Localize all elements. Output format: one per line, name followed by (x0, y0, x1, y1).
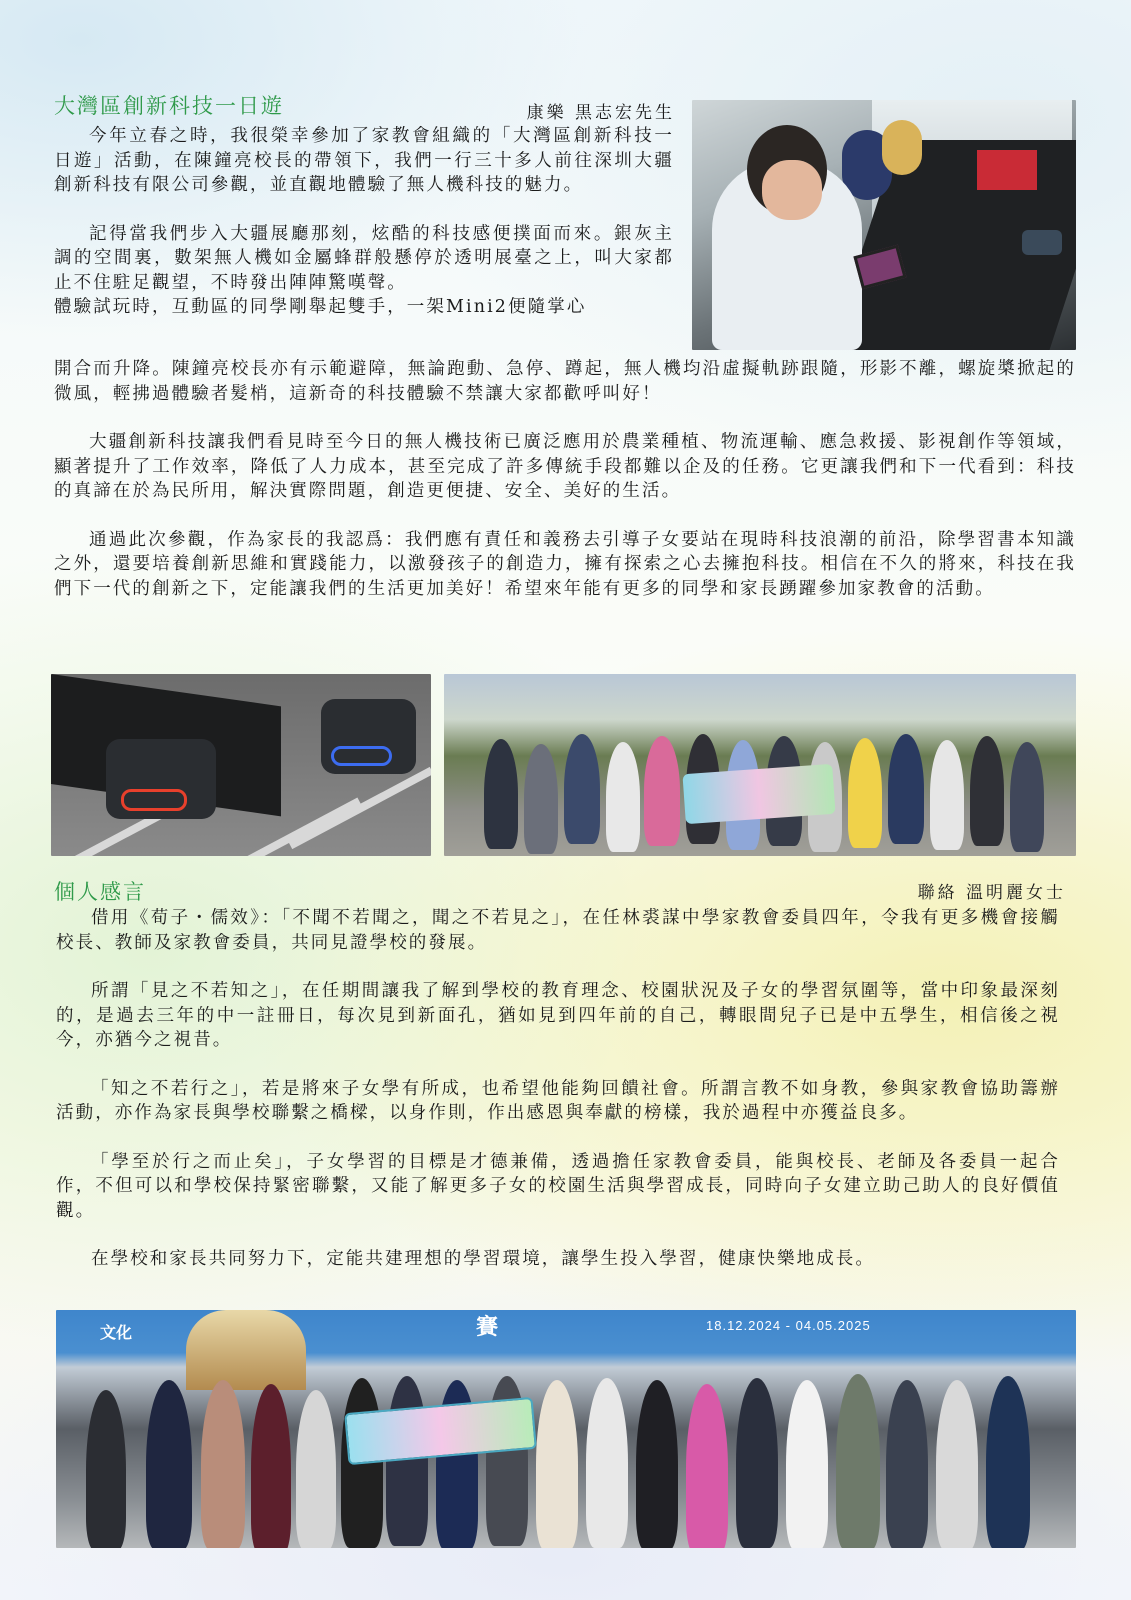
article1-body-top (54, 124, 674, 320)
article1-paragraph: 通過此次參觀，作為家長的我認爲：我們應有責任和義務去引導子女要站在現時科技浪潮的前沿，除學習書本知識之外，還要培養創新思維和實踐能力，以激發孩子的創造力，擁有探索之心去擁抱科技。相信在不久的將來，科技在我們下一代的創新之下，定能讓我們的生活更加美好！希望來年能有更多的同學和家長踴躍參加家教會的活動。 (54, 529, 1076, 599)
article2-paragraph: 「知之不若行之」，若是將來子女學有所成，也希望他能夠回饋社會。所謂言教不如身教，參與家教會協助籌辦活動，亦作為家長與學校聯繫之橋樑，以身作則，作出感恩與奉獻的榜樣，我於過程中亦獲益良多。 (56, 1078, 1060, 1123)
article2-author: 聯絡 溫明麗女士 (917, 883, 1066, 903)
banner-school (682, 764, 835, 824)
article1-title: 大灣區創新科技一日遊 (54, 94, 284, 118)
article2-body (56, 906, 1060, 1272)
photo-sign-left: 文化 (100, 1323, 133, 1342)
article1-paragraph-line: 體驗試玩時，互動區的同學剛舉起雙手，一架Mini2便隨掌心 (54, 297, 587, 317)
article1-author: 康樂 黒志宏先生 (526, 103, 675, 123)
article1-paragraph: 開合而升降。陳鐘亮校長亦有示範避障，無論跑動、急停、蹲起，無人機均沿虛擬軌跡跟隨，形影不離，螺旋槳掀起的微風，輕拂過體驗者髮梢，這新奇的科技體驗不禁讓大家都歡呼叫好！ (54, 359, 1076, 404)
photo-sign: 賽 (476, 1314, 499, 1340)
article1-paragraph: 今年立春之時，我很榮幸參加了家教會組織的「大灣區創新科技一日遊」活動，在陳鐘亮校長的帶領下，我們一行三十多人前往深圳大疆創新科技有限公司參觀，並直觀地體驗了無人機科技的魅力。 (54, 126, 674, 195)
article1-body-full (54, 357, 1076, 601)
photo-group-outdoor (444, 674, 1076, 856)
photo-students-tablets (692, 100, 1076, 350)
article1-paragraph: 大疆創新科技讓我們看見時至今日的無人機技術已廣泛應用於農業種植、物流運輸、應急救援、影視創作等領域，顯著提升了工作效率，降低了人力成本，甚至完成了許多傳統手段都難以企及的任務。它更讓我們和下一代看到：科技的真諦在於為民所用，解決實際問題，創造更便捷、安全、美好的生活。 (54, 432, 1076, 501)
article2-paragraph: 在學校和家長共同努力下，定能共建理想的學習環境，讓學生投入學習，健康快樂地成長。 (91, 1249, 875, 1269)
photo-dates: 18.12.2024 - 04.05.2025 (706, 1318, 871, 1333)
article2-title: 個人感言 (54, 880, 146, 904)
article1-paragraph: 記得當我們步入大疆展廳那刻，炫酷的科技感便撲面而來。銀灰主調的空間裏，數架無人機如金屬蜂群般懸停於透明展臺之上，叫大家都止不住駐足觀望，不時發出陣陣驚嘆聲。 (54, 223, 674, 293)
article2-paragraph: 「學至於行之而止矣」，子女學習的目標是才德兼備，透過擔任家教會委員，能與校長、老師及各委員一起合作，不但可以和學校保持緊密聯繫，又能了解更多子女的校園生活與學習成長，同時向子女建立助己助人的良好價值觀。 (56, 1151, 1060, 1221)
article2-paragraph: 借用《荀子・儒效》：「不聞不若聞之，聞之不若見之」，在任林裘謀中學家教會委員四年，令我有更多機會接觸校長、教師及家教會委員，共同見證學校的發展。 (56, 908, 1060, 953)
photo-robots (51, 674, 431, 856)
photo-big-group (56, 1310, 1076, 1548)
article2-paragraph: 所謂「見之不若知之」，在任期間讓我了解到學校的教育理念、校園狀況及子女的學習氛圍等，當中印象最深刻的，是過去三年的中一註冊日，每次見到新面孔，猶如見到四年前的自己，轉眼間兒子已是中五學生，相信後之視今，亦猶今之視昔。 (56, 981, 1060, 1050)
